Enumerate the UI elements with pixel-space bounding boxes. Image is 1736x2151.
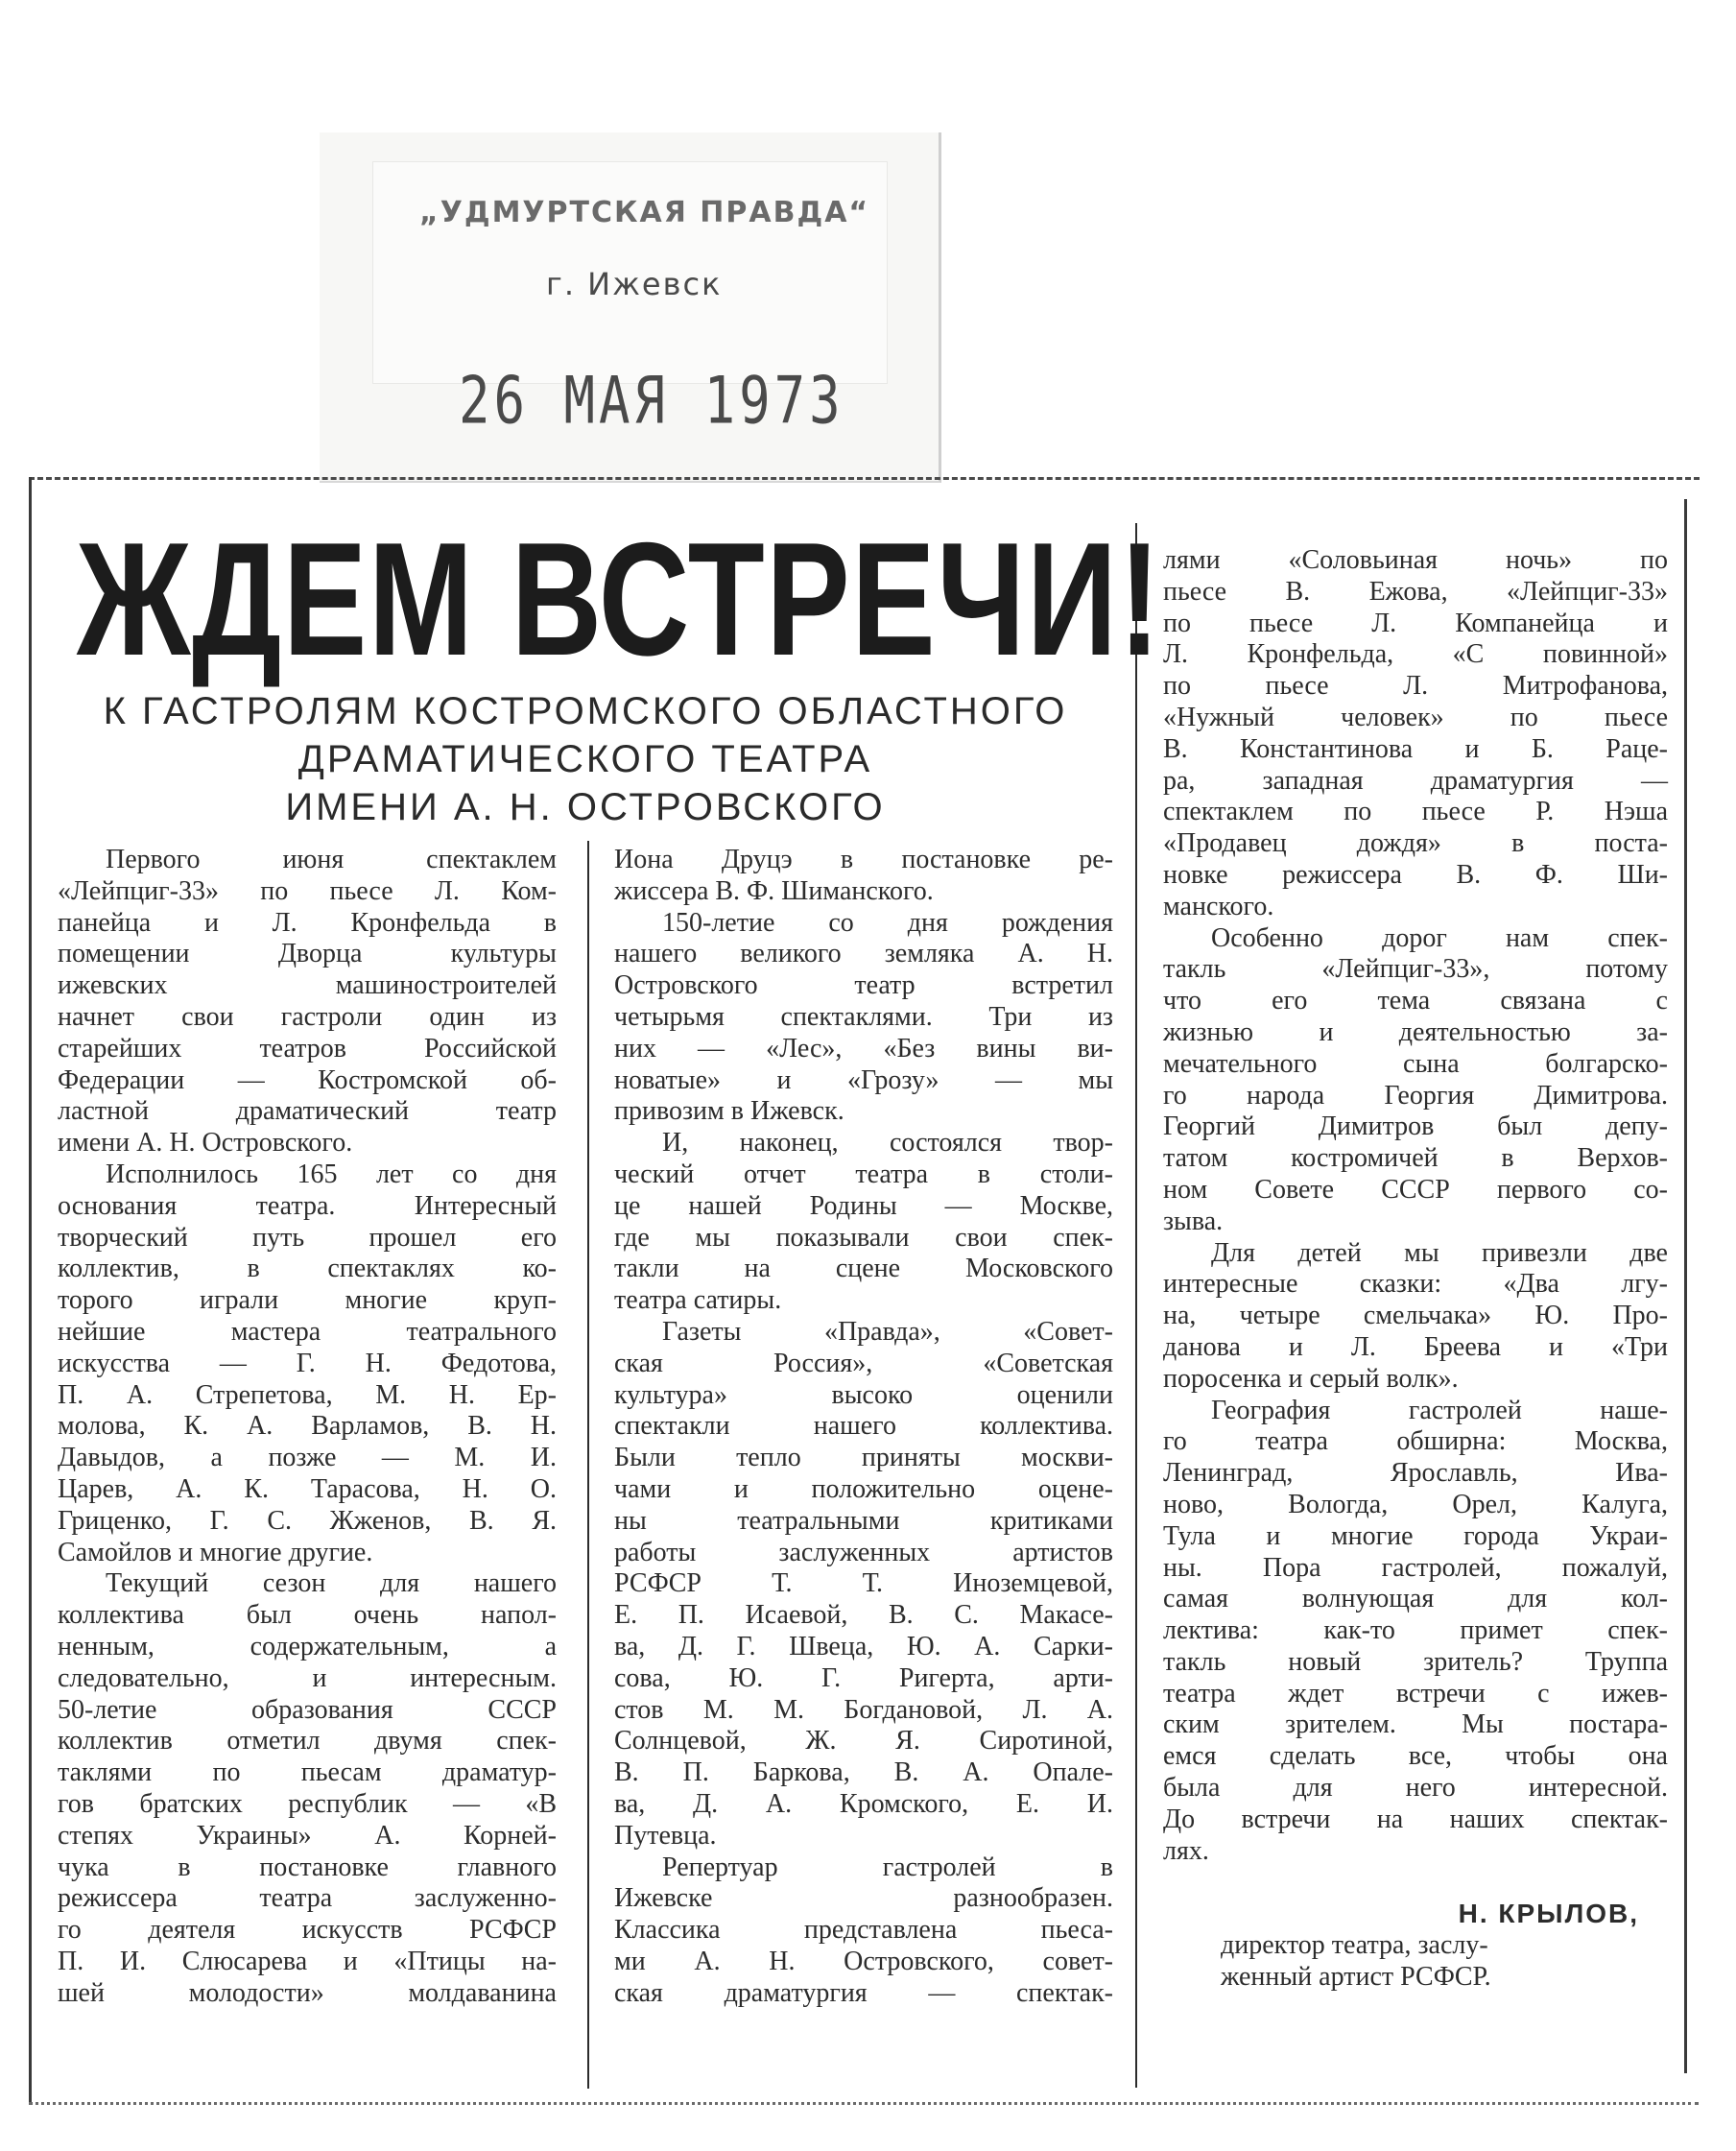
article-text-line: манского. [1163, 891, 1274, 921]
article-text-line: ижевских машиностроителей [58, 970, 557, 1001]
article-text-line: гов братских республик — «В [58, 1788, 557, 1819]
article-text-line: начнет свои гастроли один из [58, 1001, 557, 1032]
article-text-line: помещении Дворца культуры [58, 939, 557, 969]
article-text-line: где мы показывали свои спек- [614, 1222, 1113, 1253]
article-text-line: лях. [1163, 1835, 1209, 1866]
article-text-line: самая волнующая для кол- [1163, 1584, 1668, 1614]
article-text-line: стов М. М. Богдановой, Л. А. [614, 1694, 1113, 1725]
article-text-line: мечательного сына болгарско- [1163, 1048, 1668, 1079]
article-text-line: работы заслуженных артистов [614, 1537, 1113, 1567]
article-text-line: коллектив, в спектаклях ко- [58, 1254, 557, 1284]
article-text-line: П. А. Стрепетова, М. Н. Ер- [58, 1379, 557, 1410]
article-text-line: новке режиссера В. Ф. Ши- [1163, 859, 1668, 890]
article-text-line: До встречи на наших спектак- [1163, 1804, 1668, 1834]
article-text-line: Газеты «Правда», «Совет- [662, 1316, 1113, 1347]
article-text-line: Гриценко, Г. С. Жженов, В. Я. [58, 1505, 557, 1536]
article-column-1 [58, 845, 557, 2009]
article-text-line: нейшие мастера театрального [58, 1316, 557, 1347]
article-text-line: театра ждет встречи с ижев- [1163, 1678, 1668, 1709]
article-text-line: привозим в Ижевск. [614, 1096, 844, 1127]
article-text-line: ра, западная драматургия — [1163, 765, 1668, 796]
article-text-line: Л. Кронфельда, «С повинной» [1163, 639, 1668, 670]
article-text-line: спектаклем по пьесе Р. Нэша [1163, 797, 1668, 827]
article-text-line: молова, К. А. Варламов, В. Н. [58, 1411, 557, 1442]
article-text-line: ном Совете СССР первого со- [1163, 1174, 1668, 1205]
stamp-label [372, 161, 888, 384]
article-text-line: на, четыре смельчака» Ю. Про- [1163, 1301, 1668, 1331]
column-divider-1 [587, 841, 589, 2089]
article-text-line: «Нужный человек» по пьесе [1163, 702, 1668, 732]
article-text-line: Текущий сезон для нашего [106, 1568, 557, 1599]
article-text-line: ны театральными критиками [614, 1505, 1113, 1536]
article-text-line: новатые» и «Грозу» — мы [614, 1064, 1113, 1095]
article-text-line: Солнцевой, Ж. Я. Сиротиной, [614, 1726, 1113, 1757]
article-text-line: ская драматургия — спектак- [614, 1977, 1113, 2008]
article-text-line: шей молодости» молдаванина [58, 1977, 557, 2008]
article-text-line: ва, Д. Г. Швеца, Ю. А. Сарки- [614, 1631, 1113, 1661]
article-text-line: емся сделать все, чтобы она [1163, 1741, 1668, 1772]
article-text-line: В. Константинова и Б. Раце- [1163, 733, 1668, 764]
article-text-line: степях Украины» А. Корней- [58, 1820, 557, 1851]
article-text-line: 150-летие со дня рождения [662, 907, 1113, 938]
article-text-line: нашего великого земляка А. Н. [614, 939, 1113, 969]
article-text-line: Самойлов и многие другие. [58, 1537, 373, 1567]
article-text-line: Давыдов, а позже — М. И. [58, 1443, 557, 1473]
article-text-line: старейших театров Российской [58, 1033, 557, 1064]
article-text-line: го деятеля искусств РСФСР [58, 1915, 557, 1946]
article-text-line: четырьмя спектаклями. Три из [614, 1001, 1113, 1032]
article-text-line: Тула и многие города Украи- [1163, 1520, 1668, 1551]
article-text-line: Георгий Димитров был депу- [1163, 1111, 1668, 1142]
article-text-line: жизнью и деятельностью за- [1163, 1016, 1668, 1047]
article-text-line: го театра обширна: Москва, [1163, 1426, 1668, 1457]
article-text-line: ластной драматический театр [58, 1096, 557, 1127]
article-text-line: торого играли многие круп- [58, 1285, 557, 1316]
article-subhead [58, 687, 1113, 831]
article-text-line: Островского театр встретил [614, 970, 1113, 1001]
article-text-line: данова и Л. Бреева и «Три [1163, 1331, 1668, 1362]
article-text-line: Были тепло приняты москви- [614, 1443, 1113, 1473]
article-text-line: пьесе В. Ежова, «Лейпциг-33» [1163, 576, 1668, 607]
subhead-line: ИМЕНИ А. Н. ОСТРОВСКОГО [285, 786, 886, 828]
article-text-line: Исполнилось 165 лет со дня [106, 1159, 557, 1189]
article-text-line: Ижевске разнообразен. [614, 1883, 1113, 1914]
article-text-line: Путевца. [614, 1820, 717, 1851]
article-text-line: П. И. Слюсарева и «Птицы на- [58, 1946, 557, 1976]
article-text-line: такль «Лейпциг-33», потому [1163, 954, 1668, 985]
article-text-line: искусства — Г. Н. Федотова, [58, 1348, 557, 1378]
signature-name: Н. КРЫЛОВ, [1458, 1899, 1639, 1928]
article-text-line: го народа Георгия Димитрова. [1163, 1080, 1668, 1111]
article-text-line: Федерации — Костромской об- [58, 1064, 557, 1095]
article-text-line: Особенно дорог нам спек- [1211, 922, 1668, 953]
newspaper-stamp [320, 132, 941, 483]
article-text-line: татом костромичей в Верхов- [1163, 1143, 1668, 1174]
article-text-line: ны. Пора гастролей, пожалуй, [1163, 1552, 1668, 1583]
article-text-line: творческий путь прошел его [58, 1222, 557, 1253]
article-text-line: РСФСР Т. Т. Иноземцевой, [614, 1568, 1113, 1599]
article-text-line: ненным, содержательным, а [58, 1631, 557, 1661]
signature-title-line-2: женный артист РСФСР. [1221, 1961, 1491, 1992]
article-text-line: следовательно, и интересным. [58, 1662, 557, 1693]
article-text-line: ческий отчет театра в столи- [614, 1159, 1113, 1189]
article-text-line: Для детей мы привезли две [1211, 1237, 1668, 1268]
signature-block [1163, 1899, 1668, 1993]
article-text-line: Царев, А. К. Тарасова, Н. О. [58, 1473, 557, 1504]
article-text-line: лями «Соловьиная ночь» по [1163, 545, 1668, 575]
article-text-line: зыва. [1163, 1206, 1224, 1236]
article-text-line: культура» высоко оценили [614, 1379, 1113, 1410]
article-text-line: жиссера В. Ф. Шиманского. [614, 875, 934, 906]
article-text-line: сова, Ю. Г. Ригерта, арти- [614, 1662, 1113, 1693]
article-text-line: театра сатиры. [614, 1285, 782, 1316]
article-text-line: режиссера театра заслуженно- [58, 1883, 557, 1914]
article-text-line: имени А. Н. Островского. [58, 1128, 353, 1159]
article-text-line: такль новый зритель? Труппа [1163, 1646, 1668, 1677]
article-text-line: ми А. Н. Островского, совет- [614, 1946, 1113, 1976]
article-text-line: лектива: как-то примет спек- [1163, 1615, 1668, 1646]
stamp-date: 26 МАЯ 1973 [459, 363, 844, 439]
article-column-2 [614, 845, 1113, 2009]
subhead-line: ДРАМАТИЧЕСКОГО ТЕАТРА [297, 738, 873, 780]
article-headline: ЖДЕМ ВСТРЕЧИ! [77, 509, 1162, 689]
article-text-line: коллектива был очень напол- [58, 1600, 557, 1631]
article-text-line: ским зрителем. Мы постара- [1163, 1709, 1668, 1740]
article-text-line: Е. П. Исаевой, В. С. Макасе- [614, 1600, 1113, 1631]
article-text-line: Первого июня спектаклем [106, 845, 557, 874]
article-text-line: Классика представлена пьеса- [614, 1915, 1113, 1946]
stamp-city: г. Ижевск [546, 266, 723, 302]
article-text-line: что его тема связана с [1163, 986, 1668, 1016]
article-text-line: ва, Д. А. Кромского, Е. И. [614, 1788, 1113, 1819]
article-bottom-rule [29, 2102, 1699, 2105]
article-text-line: чами и положительно оцене- [614, 1473, 1113, 1504]
article-text-line: спектакли нашего коллектива. [614, 1411, 1113, 1442]
article-text-line: ново, Вологда, Орел, Калуга, [1163, 1489, 1668, 1519]
article-text-line: В. П. Баркова, В. А. Опале- [614, 1757, 1113, 1788]
article-text-line: по пьесе Л. Митрофанова, [1163, 671, 1668, 702]
article-text-line: ская Россия», «Советская [614, 1348, 1113, 1378]
article-text-line: панейца и Л. Кронфельда в [58, 907, 557, 938]
subhead-line: К ГАСТРОЛЯМ КОСТРОМСКОГО ОБЛАСТНОГО [103, 690, 1068, 732]
article-text-line: це нашей Родины — Москве, [614, 1190, 1113, 1221]
article-text-line: «Лейпциг-33» по пьесе Л. Ком- [58, 875, 557, 906]
article-text-line: «Продавец дождя» в поста- [1163, 828, 1668, 859]
article-text-line: была для него интересной. [1163, 1773, 1668, 1804]
article-text-line: Репертуар гастролей в [662, 1852, 1113, 1882]
article-text-line: по пьесе Л. Компанейца и [1163, 608, 1668, 638]
article-text-line: них — «Лес», «Без вины ви- [614, 1033, 1113, 1064]
article-right-rule [1684, 499, 1687, 2073]
stamp-newspaper-name: „УДМУРТСКАЯ ПРАВДА“ [419, 196, 870, 229]
article-text-line: Иона Друцэ в постановке ре- [614, 845, 1113, 874]
article-text-line: основания театра. Интересный [58, 1190, 557, 1221]
article-column-3 [1163, 545, 1668, 1867]
article-text-line: поросенка и серый волк». [1163, 1363, 1459, 1394]
article-text-line: 50-летие образования СССР [58, 1694, 557, 1725]
article-text-line: Ленинград, Ярославль, Ива- [1163, 1458, 1668, 1489]
article-text-line: интересные сказки: «Два лгу- [1163, 1269, 1668, 1300]
article-text-line: коллектив отметил двумя спек- [58, 1726, 557, 1757]
article-text-line: География гастролей наше- [1211, 1395, 1668, 1425]
article-text-line: такли на сцене Московского [614, 1254, 1113, 1284]
column-divider-2 [1135, 523, 1137, 2088]
article-text-line: таклями по пьесам драматур- [58, 1757, 557, 1788]
article-text-line: И, наконец, состоялся твор- [662, 1128, 1113, 1159]
article-text-line: чука в постановке главного [58, 1852, 557, 1882]
signature-title-line-1: директор театра, заслу- [1221, 1929, 1488, 1960]
